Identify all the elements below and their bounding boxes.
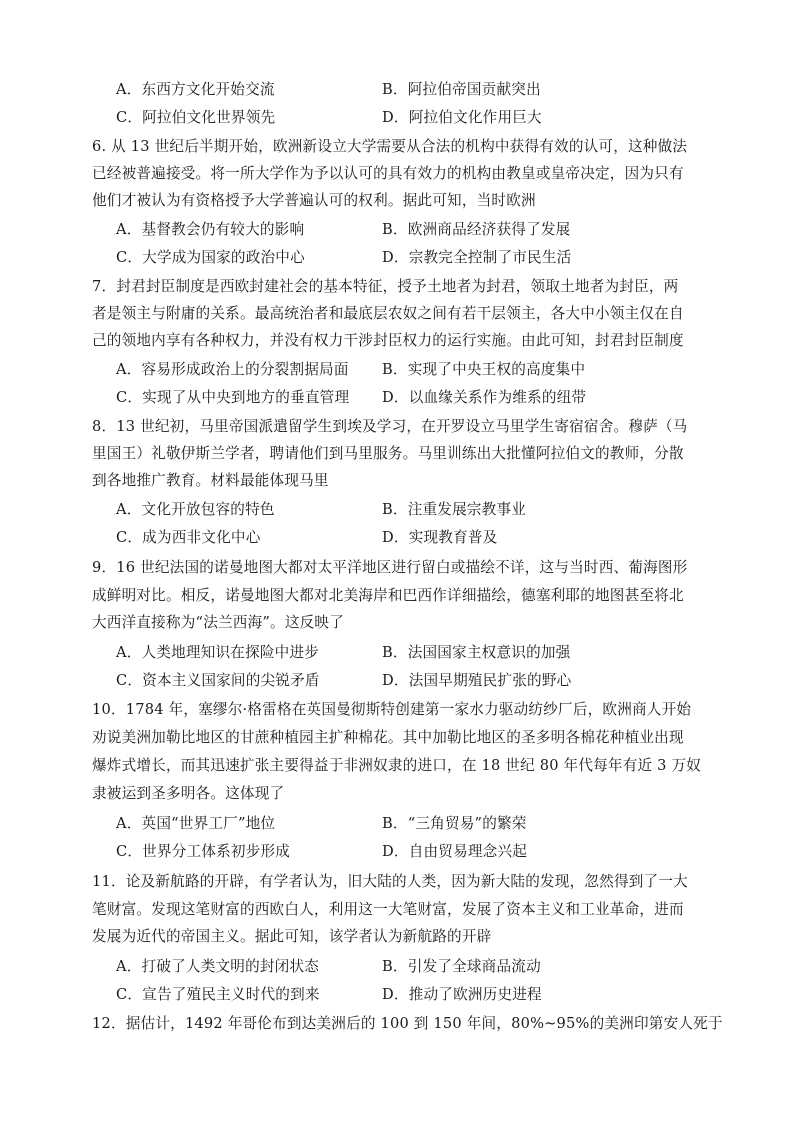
- q6-stem-line-3: 他们才被认为有资格授予大学普遍认可的权利。据此可知，当时欧洲: [92, 192, 536, 209]
- q7-stem-line-2: 者是领主与附庸的关系。最高统治者和最底层农奴之间有若干层领主，各大中小领主仅在自: [92, 305, 684, 322]
- q6-option-d[interactable]: D．宗教完全控制了市民生活: [382, 249, 572, 266]
- q10-stem-line-2: 劝说美洲加勒比地区的甘蔗种植园主扩种棉花。其中加勒比地区的圣多明各棉花种植业出现: [92, 729, 684, 746]
- q7-stem-line-1: 7．封君封臣制度是西欧封建社会的基本特征，授予土地者为封君，领取土地者为封臣，两: [92, 278, 679, 295]
- q8-option-d[interactable]: D．实现教育普及: [382, 529, 498, 546]
- q8-stem-line-2: 里国王）礼敬伊斯兰学者，聘请他们到马里服务。马里训练出大批懂阿拉伯文的教师，分散: [92, 445, 684, 462]
- q12-stem-line-1: 12．据估计，1492 年哥伦布到达美洲后的 100 到 150 年间，80%~95%的美洲印第安人死于: [92, 1015, 723, 1032]
- q7-option-a[interactable]: A．容易形成政治上的分裂割据局面: [116, 361, 349, 378]
- q6-stem-line-2: 已经被普遍接受。将一所大学作为予以认可的具有效力的机构由教皇或皇帝决定，因为只有: [92, 165, 684, 182]
- q10-stem-line-1: 10．1784 年，塞缪尔·格雷格在英国曼彻斯特创建第一家水力驱动纺纱厂后，欧洲商人开始: [92, 701, 692, 718]
- q11-option-d[interactable]: D．推动了欧洲历史进程: [382, 986, 542, 1003]
- q5-option-d[interactable]: D．阿拉伯文化作用巨大: [382, 109, 542, 126]
- q10-option-a[interactable]: A．英国“世界工厂”地位: [116, 815, 276, 832]
- q10-stem-line-4: 隶被运到圣多明各。这体现了: [92, 785, 285, 802]
- q11-stem-line-2: 笔财富。发现这笔财富的西欧白人，利用这一大笔财富，发展了资本主义和工业革命，进而: [92, 901, 684, 918]
- q11-stem-line-1: 11．论及新航路的开辟，有学者认为，旧大陆的人类，因为新大陆的发现，忽然得到了一大: [92, 873, 688, 890]
- q11-option-b[interactable]: B．引发了全球商品流动: [382, 958, 541, 975]
- q7-option-b[interactable]: B．实现了中央王权的高度集中: [382, 361, 586, 378]
- q10-option-c[interactable]: C．世界分工体系初步形成: [116, 843, 291, 860]
- q9-option-c[interactable]: C．资本主义国家间的尖锐矛盾: [116, 672, 320, 689]
- q9-stem-line-2: 成鲜明对比。相反，诺曼地图大都对北美海岸和巴西作详细描绘，德塞利耶的地图甚至将北: [92, 587, 684, 604]
- q11-stem-line-3: 发展为近代的帝国主义。据此可知，该学者认为新航路的开辟: [92, 928, 492, 945]
- q8-option-c[interactable]: C．成为西非文化中心: [116, 529, 261, 546]
- q7-option-c[interactable]: C．实现了从中央到地方的垂直管理: [116, 389, 350, 406]
- q9-option-a[interactable]: A．人类地理知识在探险中进步: [116, 644, 320, 661]
- q5-option-b[interactable]: B．阿拉伯帝国贡献突出: [382, 81, 541, 98]
- q5-option-c[interactable]: C．阿拉伯文化世界领先: [116, 109, 276, 126]
- q10-option-b[interactable]: B．“三角贸易”的繁荣: [382, 815, 527, 832]
- q6-option-a[interactable]: A．基督教会仍有较大的影响: [116, 221, 305, 238]
- q5-option-a[interactable]: A．东西方文化开始交流: [116, 81, 275, 98]
- q10-option-d[interactable]: D．自由贸易理念兴起: [382, 843, 528, 860]
- q6-option-b[interactable]: B．欧洲商品经济获得了发展: [382, 221, 571, 238]
- q8-stem-line-3: 到各地推广教育。材料最能体现马里: [92, 472, 329, 489]
- q7-stem-line-3: 己的领地内享有各种权力，并没有权力干涉封臣权力的运行实施。由此可知，封君封臣制度: [92, 332, 684, 349]
- q11-option-c[interactable]: C．宣告了殖民主义时代的到来: [116, 986, 320, 1003]
- q11-option-a[interactable]: A．打破了人类文明的封闭状态: [116, 958, 320, 975]
- q8-stem-line-1: 8．13 世纪初，马里帝国派遣留学生到埃及学习，在开罗设立马里学生寄宿宿舍。穆萨（马: [92, 418, 688, 435]
- q9-option-d[interactable]: D．法国早期殖民扩张的野心: [382, 672, 572, 689]
- q9-stem-line-3: 大西洋直接称为“法兰西海”。这反映了: [92, 614, 345, 631]
- q8-option-b[interactable]: B．注重发展宗教事业: [382, 501, 527, 518]
- q10-stem-line-3: 爆炸式增长，而其迅速扩张主要得益于非洲奴隶的进口，在 18 世纪 80 年代每年有近 3 万奴: [92, 757, 702, 774]
- q6-stem-line-1: 6. 从 13 世纪后半期开始，欧洲新设立大学需要从合法的机构中获得有效的认可，这种做法: [92, 138, 688, 155]
- q9-option-b[interactable]: B．法国国家主权意识的加强: [382, 644, 571, 661]
- q9-stem-line-1: 9．16 世纪法国的诺曼地图大都对太平洋地区进行留白或描绘不详，这与当时西、葡海图形: [92, 559, 688, 576]
- q7-option-d[interactable]: D．以血缘关系作为维系的纽带: [382, 389, 587, 406]
- q6-option-c[interactable]: C．大学成为国家的政治中心: [116, 249, 305, 266]
- q8-option-a[interactable]: A．文化开放包容的特色: [116, 501, 275, 518]
